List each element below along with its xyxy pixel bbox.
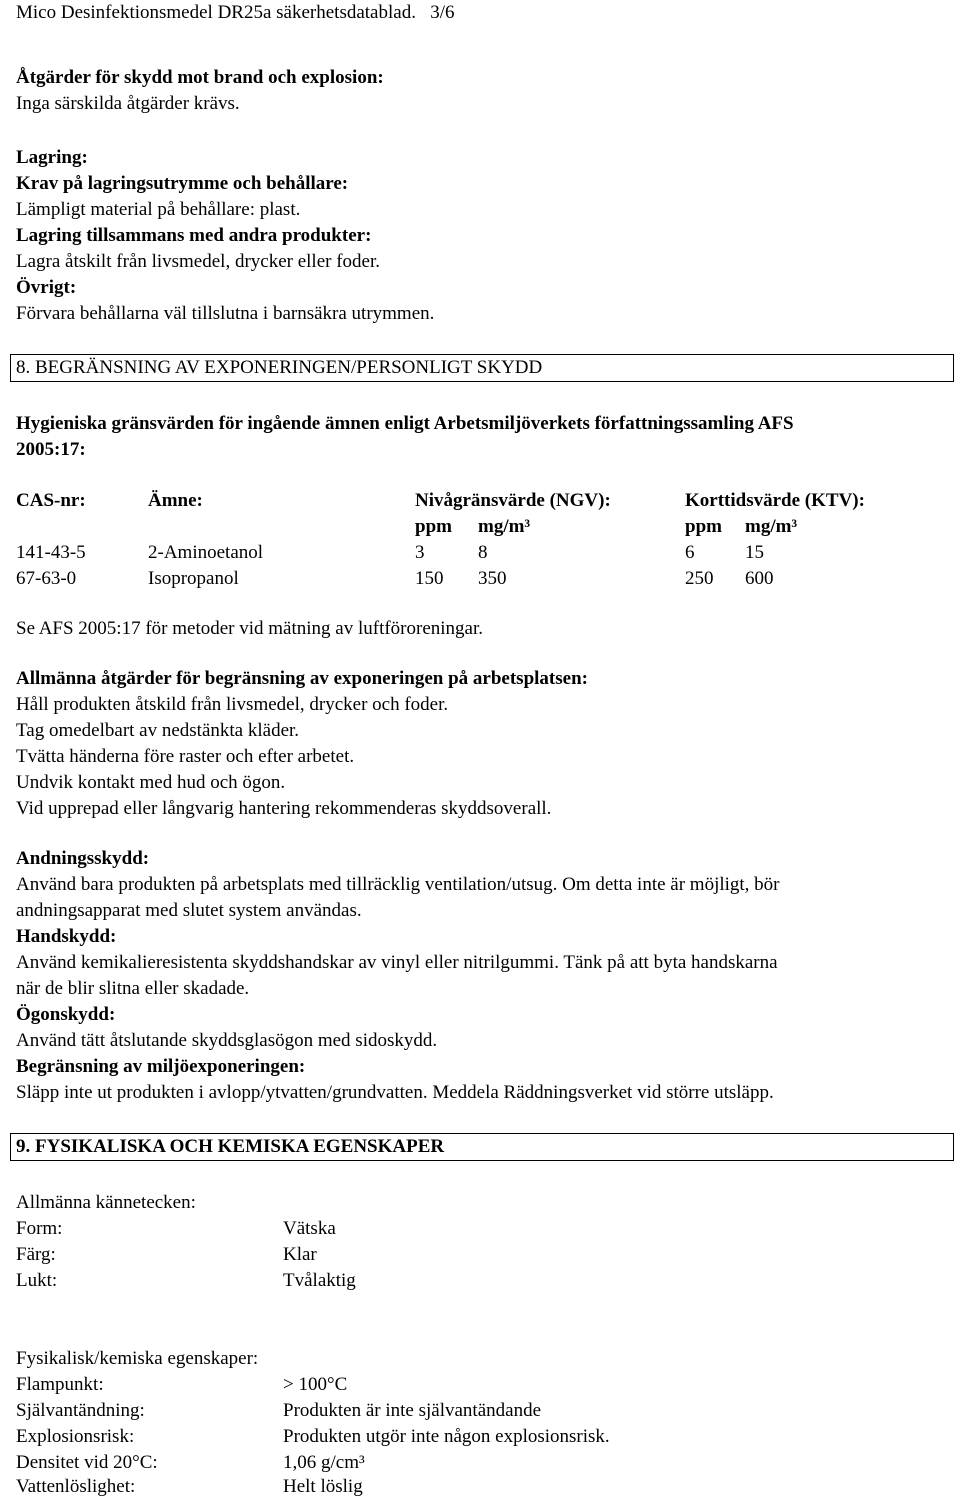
table-header-cas: CAS-nr: bbox=[16, 490, 86, 511]
property-label: Lukt: bbox=[16, 1270, 58, 1291]
hygiene-line-1: Hygieniska gränsvärden för ingående ämnen enligt Arbetsmiljöverkets författningssamling AFS bbox=[16, 413, 794, 434]
property-value: 1,06 g/cm³ bbox=[283, 1452, 365, 1473]
page-number: 3/6 bbox=[430, 2, 455, 23]
document-title: Mico Desinfektionsmedel DR25a säkerhetsdatablad. bbox=[16, 2, 416, 23]
respiratory-line-2: andningsapparat med slutet system användas. bbox=[16, 900, 362, 921]
hygiene-line-2: 2005:17: bbox=[16, 439, 86, 460]
property-label: Vattenlöslighet: bbox=[16, 1476, 136, 1497]
section-8-title: 8. BEGRÄNSNING AV EXPONERINGEN/PERSONLIGT SKYDD bbox=[16, 357, 543, 378]
general-measures-heading: Allmänna åtgärder för begränsning av exponeringen på arbetsplatsen: bbox=[16, 668, 588, 689]
list-item: Vid upprepad eller långvarig hantering rekommenderas skyddsoverall. bbox=[16, 798, 552, 819]
environment-heading: Begränsning av miljöexponeringen: bbox=[16, 1056, 306, 1077]
property-label: Självantändning: bbox=[16, 1400, 145, 1421]
property-value: Produkten är inte självantändande bbox=[283, 1400, 542, 1421]
row-ngv-ppm: 150 bbox=[415, 568, 444, 589]
row-ktv-mg: 15 bbox=[745, 542, 764, 563]
property-value: Klar bbox=[283, 1244, 317, 1265]
property-value: Vätska bbox=[283, 1218, 336, 1239]
property-label: Densitet vid 20°C: bbox=[16, 1452, 158, 1473]
property-value: > 100°C bbox=[283, 1374, 348, 1395]
property-value: Helt löslig bbox=[283, 1476, 363, 1497]
eye-text: Använd tätt åtslutande skyddsglasögon med sidoskydd. bbox=[16, 1030, 438, 1051]
table-header-ktv: Korttidsvärde (KTV): bbox=[685, 490, 865, 511]
physchem-heading: Fysikalisk/kemiska egenskaper: bbox=[16, 1348, 259, 1369]
property-label: Explosionsrisk: bbox=[16, 1426, 135, 1447]
storage-req-heading: Krav på lagringsutrymme och behållare: bbox=[16, 173, 349, 194]
page-header bbox=[16, 0, 454, 26]
table-sub-ngv-mg: mg/m³ bbox=[478, 516, 531, 537]
property-label: Form: bbox=[16, 1218, 63, 1239]
table-sub-ktv-ppm: ppm bbox=[685, 516, 722, 537]
storage-req-text: Lämpligt material på behållare: plast. bbox=[16, 199, 301, 220]
general-characteristics-heading: Allmänna kännetecken: bbox=[16, 1192, 196, 1213]
storage-other-heading: Övrigt: bbox=[16, 277, 77, 298]
section-8-title-box bbox=[10, 354, 954, 382]
afs-note: Se AFS 2005:17 för metoder vid mätning av luftföroreningar. bbox=[16, 618, 484, 639]
list-item: Håll produkten åtskild från livsmedel, drycker och foder. bbox=[16, 694, 449, 715]
table-header-substance: Ämne: bbox=[148, 490, 203, 511]
row-cas: 67-63-0 bbox=[16, 568, 77, 589]
list-item: Undvik kontakt med hud och ögon. bbox=[16, 772, 286, 793]
property-label: Flampunkt: bbox=[16, 1374, 104, 1395]
hand-heading: Handskydd: bbox=[16, 926, 117, 947]
section-9-title: 9. FYSIKALISKA OCH KEMISKA EGENSKAPER bbox=[16, 1136, 445, 1157]
section-9-title-box bbox=[10, 1133, 954, 1161]
row-cas: 141-43-5 bbox=[16, 542, 86, 563]
fire-heading: Åtgärder för skydd mot brand och explosion: bbox=[16, 67, 384, 88]
table-sub-ngv-ppm: ppm bbox=[415, 516, 452, 537]
environment-text: Släpp inte ut produkten i avlopp/ytvatten/grundvatten. Meddela Räddningsverket vid större utsläpp. bbox=[16, 1082, 774, 1103]
row-ktv-ppm: 250 bbox=[685, 568, 714, 589]
storage-together-text: Lagra åtskilt från livsmedel, drycker eller foder. bbox=[16, 251, 381, 272]
row-ngv-mg: 350 bbox=[478, 568, 507, 589]
property-value: Tvålaktig bbox=[283, 1270, 356, 1291]
table-sub-ktv-mg: mg/m³ bbox=[745, 516, 798, 537]
hand-line-2: när de blir slitna eller skadade. bbox=[16, 978, 250, 999]
list-item: Tag omedelbart av nedstänkta kläder. bbox=[16, 720, 300, 741]
storage-other-text: Förvara behållarna väl tillslutna i barnsäkra utrymmen. bbox=[16, 303, 435, 324]
row-ngv-ppm: 3 bbox=[415, 542, 425, 563]
eye-heading: Ögonskydd: bbox=[16, 1004, 116, 1025]
row-substance: 2-Aminoetanol bbox=[148, 542, 264, 563]
row-ngv-mg: 8 bbox=[478, 542, 488, 563]
property-value: Produkten utgör inte någon explosionsrisk. bbox=[283, 1426, 610, 1447]
fire-text: Inga särskilda åtgärder krävs. bbox=[16, 93, 240, 114]
row-ktv-mg: 600 bbox=[745, 568, 774, 589]
row-substance: Isopropanol bbox=[148, 568, 239, 589]
row-ktv-ppm: 6 bbox=[685, 542, 695, 563]
storage-together-heading: Lagring tillsammans med andra produkter: bbox=[16, 225, 372, 246]
hand-line-1: Använd kemikalieresistenta skyddshandskar av vinyl eller nitrilgummi. Tänk på att byta handskarna bbox=[16, 952, 778, 973]
respiratory-line-1: Använd bara produkten på arbetsplats med tillräcklig ventilation/utsug. Om detta inte är möjligt, bör bbox=[16, 874, 780, 895]
property-label: Färg: bbox=[16, 1244, 56, 1265]
table-header-ngv: Nivågränsvärde (NGV): bbox=[415, 490, 611, 511]
storage-heading: Lagring: bbox=[16, 147, 88, 168]
list-item: Tvätta händerna före raster och efter arbetet. bbox=[16, 746, 355, 767]
respiratory-heading: Andningsskydd: bbox=[16, 848, 150, 869]
